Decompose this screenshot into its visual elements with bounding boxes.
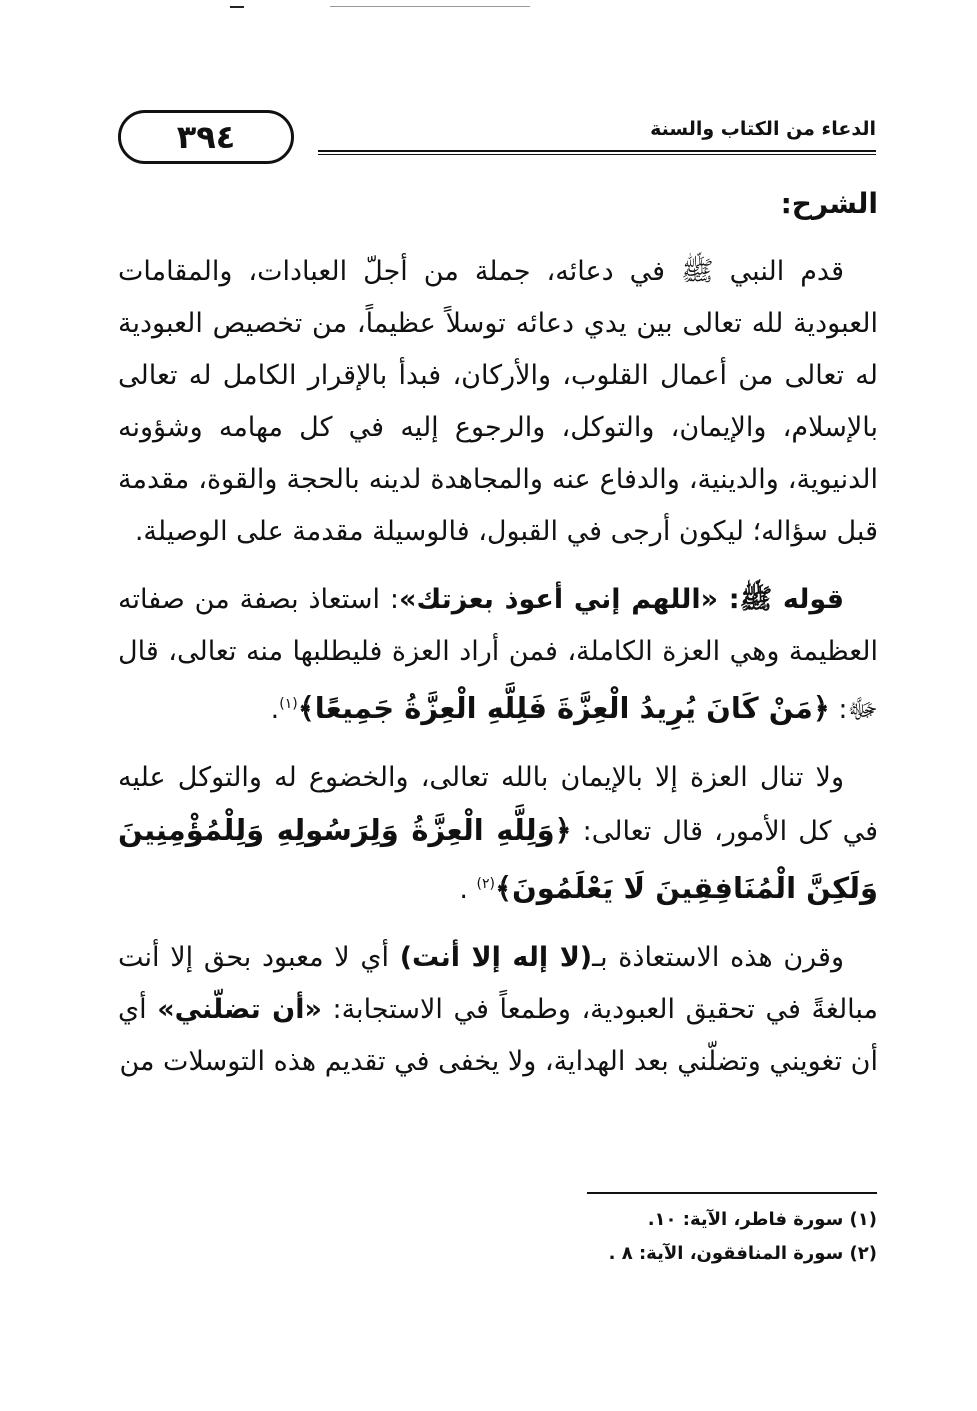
paragraph-1 bbox=[118, 246, 878, 558]
footnote-ref-2: (٢) bbox=[476, 876, 495, 892]
paragraph-3 bbox=[118, 752, 878, 916]
page-number: ٣٩٤ bbox=[118, 110, 294, 164]
paragraph-4-text-c: أي أن تغويني وتضلّني بعد الهداية، ولا يخفى في تقديم هذه التوسلات من bbox=[118, 994, 878, 1077]
paragraph-3-text: ولا تنال العزة إلا بالإيمان بالله تعالى، والخضوع له والتوكل عليه في كل الأمور، قال تعالى: bbox=[118, 762, 878, 847]
paragraph-2-end: . bbox=[270, 694, 280, 725]
running-title: الدعاء من الكتاب والسنة bbox=[650, 118, 876, 140]
paragraph-3-end: . bbox=[459, 874, 477, 905]
paragraph-2 bbox=[118, 574, 878, 736]
paragraph-2-text: : استعاذ بصفة من صفاته العظيمة وهي العزة الكاملة، فمن أراد العزة فليطلبها منه تعالى، قال ﷻ: bbox=[118, 584, 878, 725]
paragraph-4 bbox=[118, 932, 878, 1088]
page-header bbox=[118, 110, 876, 174]
footnote-ref-1: (١) bbox=[279, 696, 298, 712]
hadith-phrase: «أن تضلّني» bbox=[157, 994, 322, 1025]
tawhid-phrase: (لا إله إلا أنت) bbox=[399, 942, 593, 973]
footnote-separator bbox=[587, 1192, 877, 1194]
quran-verse-2: ﴿وَلِلَّهِ الْعِزَّةُ وَلِرَسُولِهِ وَلِلْمُؤْمِنِينَ وَلَكِنَّ الْمُنَافِقِينَ لَا يَعْلَمُونَ﴾ bbox=[118, 813, 878, 905]
footnote-1: (١) سورة فاطر، الآية: ١٠. bbox=[647, 1209, 877, 1230]
paragraph-1-text: قدم النبي ﷺ في دعائه، جملة من أجلّ العبادات، والمقامات العبودية لله تعالى بين يدي دعائه توسلاً عظيماً، من تخصيص العبودية له تعالى من أعمال القلوب، والأركان، فبدأ بالإقرار الكامل له تعالى بالإسلام، والإيمان، والتوكل، والرجوع إليه في كل مهامه وشؤونه الدنيوية، والدينية، والدفاع عنه والمجاهدة لدينه بالحجة والقوة، مقدمة قبل سؤاله؛ ليكون أرجى في القبول، فالوسيلة مقدمة على الوصيلة. bbox=[118, 256, 878, 547]
footnote-2: (٢) سورة المنافقون، الآية: ٨ . bbox=[608, 1243, 877, 1264]
footnotes bbox=[117, 1203, 877, 1271]
quran-verse-1: ﴿مَنْ كَانَ يُرِيدُ الْعِزَّةَ فَلِلَّهِ الْعِزَّةُ جَمِيعًا﴾ bbox=[297, 691, 830, 725]
header-rule-thin bbox=[318, 154, 876, 155]
paragraph-4-text-a: وقرن هذه الاستعاذة بـ bbox=[592, 942, 844, 973]
main-text bbox=[118, 180, 878, 1104]
paragraph-4-text-b: أي لا معبود بحق إلا أنت مبالغةً في تحقيق العبودية، وطمعاً في الاستجابة: bbox=[118, 942, 879, 1025]
header-rule bbox=[318, 150, 876, 152]
section-title: الشرح: bbox=[780, 187, 878, 220]
hadith-quote: قوله ﷺ: «اللهم إني أعوذ بعزتك» bbox=[399, 584, 844, 615]
top-scan-line bbox=[330, 6, 530, 7]
top-scan-mark bbox=[230, 6, 244, 8]
